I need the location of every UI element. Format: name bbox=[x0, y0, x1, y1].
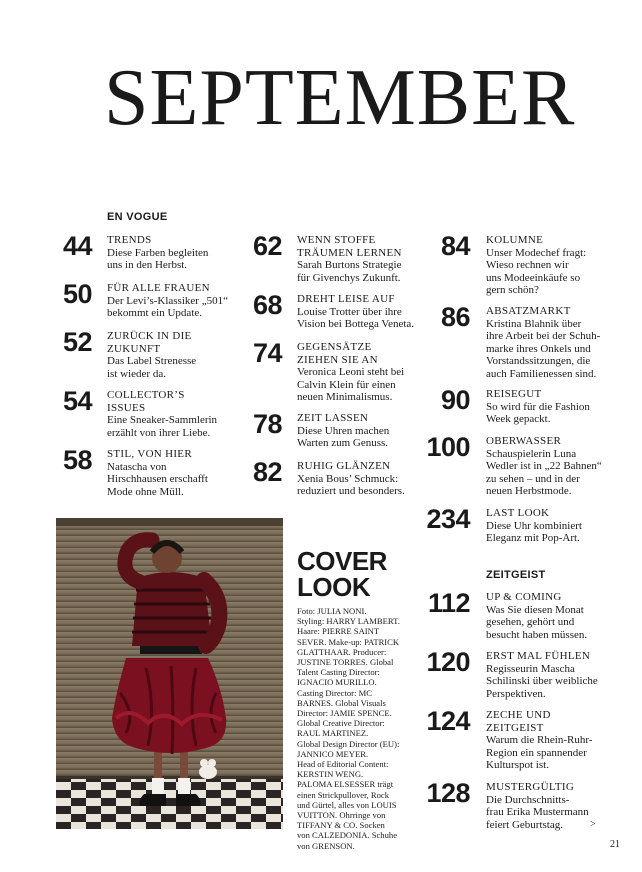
toc-entry-title: TRENDS bbox=[107, 234, 152, 246]
toc-entry-title: WENN STOFFE TRÄUMEN LERNEN bbox=[297, 234, 402, 259]
toc-entry-description: Unser Modechef fragt: Wieso rechnen wir uns Modeeinkäufe so gern schön? bbox=[486, 246, 587, 296]
toc-entry-title: LAST LOOK bbox=[486, 507, 550, 519]
toc-entry-title: GEGENSÄTZE ZIEHEN SIE AN bbox=[297, 341, 378, 366]
toc-page-number: 112 bbox=[427, 588, 470, 618]
toc-page-number: 124 bbox=[426, 706, 470, 736]
toc-page-number: 100 bbox=[426, 432, 470, 462]
toc-entry-title: STIL, VON HIER bbox=[107, 448, 192, 460]
cover-photo bbox=[56, 518, 283, 829]
toc-page-number: 86 bbox=[440, 302, 470, 332]
toc-entry-description: Louise Trotter über ihre Vision bei Bottega Veneta. bbox=[297, 305, 415, 330]
toc-entry-title: OBERWASSER bbox=[486, 435, 562, 447]
toc-entry-title: ZECHE UND ZEITGEIST bbox=[486, 709, 551, 734]
toc-entry-title: FÜR ALLE FRAUEN bbox=[107, 282, 210, 294]
toc-entry-description: Veronica Leoni steht bei Calvin Klein für einen neuen Minimalismus. bbox=[297, 366, 405, 403]
toc-page-number: 74 bbox=[252, 338, 282, 368]
page-number: 21 bbox=[610, 839, 620, 850]
toc-page-number: 52 bbox=[62, 327, 92, 357]
toc-entry-description: So wird für die Fashion Week gepackt. bbox=[486, 400, 590, 425]
page-title: SEPTEMBER bbox=[104, 54, 576, 142]
toc-page-number: 50 bbox=[62, 279, 92, 309]
section-label-en-vogue: EN VOGUE bbox=[107, 211, 168, 223]
toc-entry-description: Regisseurin Mascha Schilinski über weibliche Perspektiven. bbox=[486, 662, 598, 700]
toc-entry-description: Eine Sneaker-Sammlerin erzählt von ihrer Liebe. bbox=[107, 414, 218, 439]
toc-page-number: 54 bbox=[62, 386, 92, 416]
toc-entry-title: ZURÜCK IN DIE ZUKUNFT bbox=[107, 330, 192, 355]
toc-entry-description: Was Sie diesen Monat gesehen, gehört und besucht haben müssen. bbox=[486, 603, 588, 641]
toc-entry-description: Der Levi’s-Klassiker „501“ bekommt ein Update. bbox=[107, 294, 228, 319]
toc-entry-title: COLLECTOR’S ISSUES bbox=[107, 389, 185, 414]
toc-entry-title: DREHT LEISE AUF bbox=[297, 293, 395, 305]
toc-page-number: 120 bbox=[426, 647, 470, 677]
toc-entry-description: Natascha von Hirschhausen erschafft Mode ohne Müll. bbox=[107, 460, 208, 498]
toc-entry-description: Diese Uhr kombiniert Eleganz mit Pop-Art. bbox=[486, 519, 582, 544]
toc-entry-description: Xenia Bous’ Schmuck: reduziert und besonders. bbox=[297, 472, 405, 497]
toc-entry-description: Diese Uhren machen Warten zum Genuss. bbox=[297, 424, 390, 449]
toc-entry-title: ABSATZMARKT bbox=[486, 305, 571, 317]
toc-page-number: 84 bbox=[440, 231, 470, 261]
cover-credits: Foto: JULIA NONI. Styling: HARRY LAMBERT. Haare: PIERRE SAINT SEVER. Make-up: PATRICK GLATTHAAR. Producer: JUSTINE TORRES. Global Talent Casting Director: IGNACIO MURILLO. Casting Director: MC BARNES. Global Visuals Director: JAMIE SPENCE. Global Creative Director: RAUL MARTINEZ. Global Design Director (EU): JANNICO MEYER. Head of Editorial Content: KERSTIN WENG. PALOMA ELSESSER trägt einen Strickpullover, Rock und Gürtel, alles von LOUIS VUITTON. Ohrringe von TIFFANY & CO. Socken von CALZEDONIA. Schuhe von GRENSON. bbox=[297, 606, 400, 851]
toc-page-number: 234 bbox=[426, 504, 470, 534]
next-arrow-icon: > bbox=[590, 819, 596, 830]
toc-page-number: 68 bbox=[252, 290, 282, 320]
toc-entry-title: KOLUMNE bbox=[486, 234, 544, 246]
toc-entry-title: ZEIT LASSEN bbox=[297, 412, 369, 424]
toc-page-number: 128 bbox=[426, 778, 470, 808]
section-label-zeitgeist: ZEITGEIST bbox=[486, 569, 546, 581]
toc-page-number: 62 bbox=[252, 231, 282, 261]
toc-entry-description: Kristina Blahnik über ihre Arbeit bei der Schuh- marke ihres Onkels und Vorstandssitzungen, die auch Familienessen sind. bbox=[486, 317, 601, 380]
toc-entry-description: Das Label Strenesse ist wieder da. bbox=[107, 355, 197, 380]
toc-entry-description: Warum die Rhein-Ruhr- Region ein spannender Kulturspot ist. bbox=[486, 734, 593, 771]
cover-look-title: COVER LOOK bbox=[297, 546, 387, 602]
toc-page-number: 90 bbox=[440, 385, 470, 415]
toc-page-number: 44 bbox=[62, 231, 92, 261]
toc-entry-description: Diese Farben begleiten uns in den Herbst. bbox=[107, 246, 209, 271]
toc-entry-description: Die Durchschnitts- frau Erika Mustermann feiert Geburtstag. bbox=[486, 793, 589, 831]
toc-entry-title: ERST MAL FÜHLEN bbox=[486, 650, 591, 662]
toc-entry-description: Schauspielerin Luna Wedler ist in „22 Bahnen“ zu sehen – und in der neuen Herbstmode. bbox=[486, 447, 602, 497]
toc-entry-title: REISEGUT bbox=[486, 388, 542, 400]
toc-page-number: 78 bbox=[252, 409, 282, 439]
toc-entry-title: MUSTERGÜLTIG bbox=[486, 781, 575, 793]
toc-page-number: 58 bbox=[62, 445, 92, 475]
toc-entry-description: Sarah Burtons Strategie für Givenchys Zukunft. bbox=[297, 259, 402, 284]
toc-page-number: 82 bbox=[252, 457, 282, 487]
toc-entry-title: UP & COMING bbox=[486, 591, 562, 603]
toc-entry-title: RUHIG GLÄNZEN bbox=[297, 460, 391, 472]
